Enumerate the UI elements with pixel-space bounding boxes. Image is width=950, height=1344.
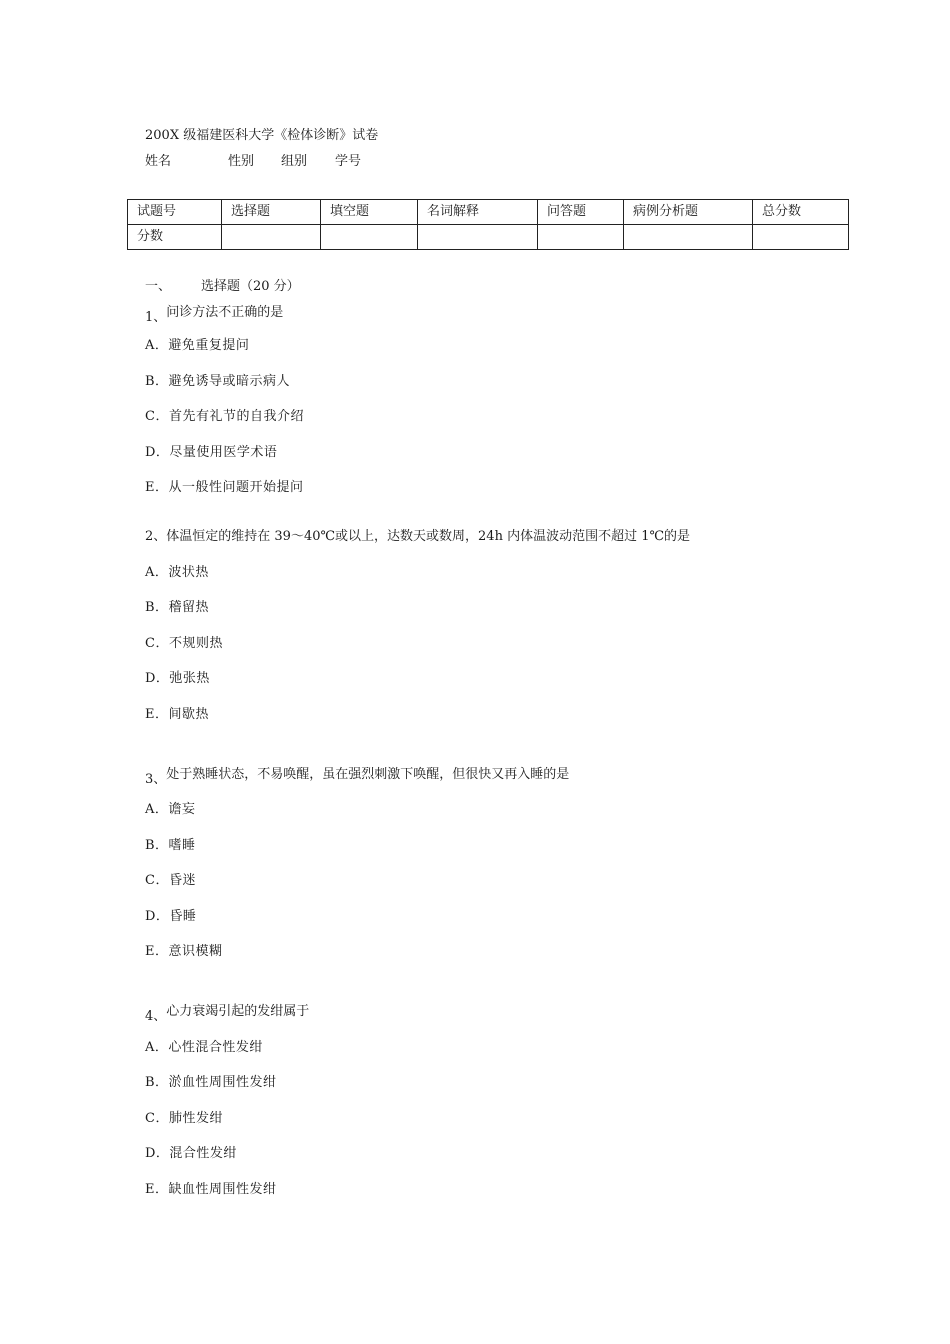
header-multiple-choice: 选择题 [222, 200, 321, 225]
question-1 [145, 305, 284, 325]
header-fill-blank: 填空题 [321, 200, 418, 225]
header-total-score: 总分数 [753, 200, 849, 225]
header-question-number: 试题号 [128, 200, 222, 225]
score-table [127, 199, 849, 250]
score-cell [538, 225, 624, 250]
score-cell [418, 225, 538, 250]
header-term-definition: 名词解释 [418, 200, 538, 225]
q3-option-d: D．昏睡 [145, 909, 197, 924]
q4-option-e: E．缺血性周围性发绀 [145, 1182, 277, 1197]
q1-option-b: B．避免诱导或暗示病人 [145, 374, 291, 389]
gender-label: 性别 [228, 154, 255, 169]
q3-option-c: C．昏迷 [145, 873, 196, 888]
question-text: 心力衰竭引起的发绀属于 [166, 1004, 310, 1019]
section-title: 选择题（20 分） [201, 279, 300, 294]
student-id-label: 学号 [335, 154, 362, 169]
question-text: 体温恒定的维持在 39～40℃或以上，达数天或数周，24h 内体温波动范围不超过 1℃的是 [166, 529, 691, 544]
question-2 [145, 529, 690, 545]
q2-option-c: C．不规则热 [145, 636, 223, 651]
question-number: 1、 [145, 310, 167, 325]
exam-title: 200X 级福建医科大学《检体诊断》试卷 [145, 128, 379, 143]
group-label: 组别 [281, 154, 308, 169]
question-text: 问诊方法不正确的是 [166, 305, 284, 320]
question-number: 3、 [145, 772, 167, 787]
q2-option-b: B．稽留热 [145, 600, 210, 615]
question-text: 处于熟睡状态，不易唤醒，虽在强烈刺激下唤醒，但很快又再入睡的是 [166, 767, 570, 782]
q4-option-d: D．混合性发绀 [145, 1146, 237, 1161]
q2-option-a: A．波状热 [145, 565, 209, 580]
score-cell [624, 225, 753, 250]
score-table-score-row [128, 225, 849, 250]
q2-option-d: D．弛张热 [145, 671, 210, 686]
question-number: 4、 [145, 1009, 167, 1024]
q4-option-c: C．肺性发绀 [145, 1111, 223, 1126]
header-short-answer: 问答题 [538, 200, 624, 225]
score-row-label: 分数 [128, 225, 222, 250]
section-number: 一、 [145, 279, 172, 294]
name-label: 姓名 [145, 154, 172, 169]
header-case-analysis: 病例分析题 [624, 200, 753, 225]
q3-option-e: E．意识模糊 [145, 944, 223, 959]
q3-option-a: A．谵妄 [145, 802, 196, 817]
score-table-header-row [128, 200, 849, 225]
score-cell [753, 225, 849, 250]
q3-option-b: B．嗜睡 [145, 838, 196, 853]
q4-option-a: A．心性混合性发绀 [145, 1040, 263, 1055]
question-number: 2、 [145, 529, 167, 544]
q1-option-c: C．首先有礼节的自我介绍 [145, 409, 304, 424]
q1-option-a: A．避免重复提问 [145, 338, 250, 353]
score-cell [321, 225, 418, 250]
q2-option-e: E．间歇热 [145, 707, 209, 722]
question-3 [145, 767, 570, 787]
q1-option-d: D．尽量使用医学术语 [145, 445, 278, 460]
score-cell [222, 225, 321, 250]
question-4 [145, 1004, 310, 1024]
q1-option-e: E．从一般性问题开始提问 [145, 480, 304, 495]
q4-option-b: B．淤血性周围性发绀 [145, 1075, 277, 1090]
